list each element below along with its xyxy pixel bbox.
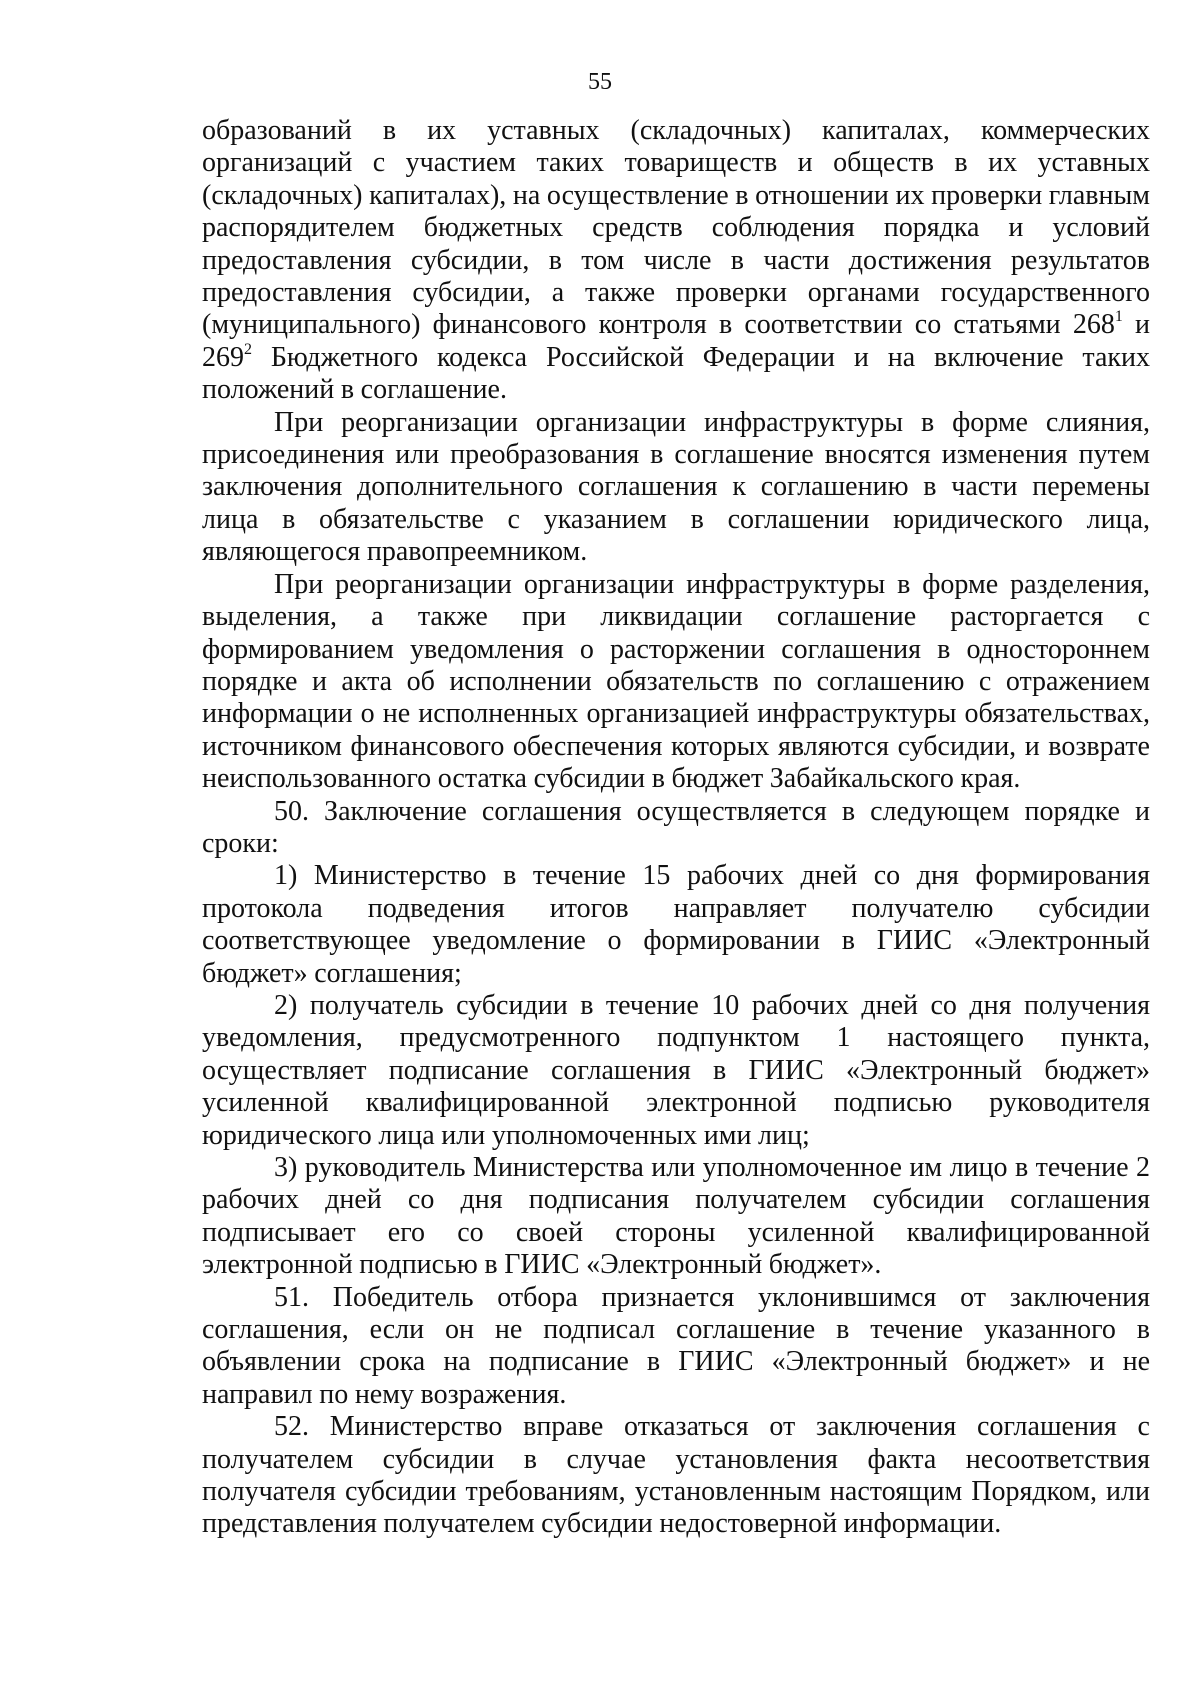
page-number: 55: [588, 69, 612, 95]
paragraph-item-51: 51. Победитель отбора признается уклонившимся от заключения соглашения, если он не подписал соглашение в течение указанного в объявлении срока на подписание в ГИИС «Электронный бюджет» и не направил по нему возражения.: [202, 1281, 1150, 1410]
superscript: 1: [1114, 308, 1123, 326]
document-body: [202, 115, 1150, 1541]
paragraph-item-50: 50. Заключение соглашения осуществляется в следующем порядке и сроки:: [202, 795, 1150, 859]
paragraph-reorganization-division: При реорганизации организации инфраструктуры в форме разделения, выделения, а также при ликвидации соглашение расторгается с формированием уведомления о расторжении соглашения в одностороннем порядке и акта об исполнении обязательств по соглашению с отражением информации о не исполненных организацией инфраструктуры обязательствах, источником финансового обеспечения которых являются субсидии, и возврате неиспользованного остатка субсидии в бюджет Забайкальского края.: [202, 568, 1150, 795]
paragraph-subitem-3: 3) руководитель Министерства или уполномоченное им лицо в течение 2 рабочих дней со дня подписания получателем субсидии соглашения подписывает его со своей стороны усиленной квалифицированной электронной подписью в ГИИС «Электронный бюджет».: [202, 1152, 1150, 1281]
paragraph-item-52: 52. Министерство вправе отказаться от заключения соглашения с получателем субсидии в случае установления факта несоответствия получателя субсидии требованиям, установленным настоящим Порядком, или представления получателем субсидии недостоверной информации.: [202, 1411, 1150, 1540]
paragraph-1-continuation: [202, 115, 1150, 407]
superscript: 2: [244, 340, 252, 358]
paragraph-subitem-2: 2) получатель субсидии в течение 10 рабочих дней со дня получения уведомления, предусмотренного подпунктом 1 настоящего пункта, осуществляет подписание соглашения в ГИИС «Электронный бюджет» усиленной квалифицированной электронной подписью руководителя юридического лица или уполномоченных ими лиц;: [202, 989, 1150, 1151]
paragraph-text: образований в их уставных (складочных) капиталах, коммерческих организаций с участием таких товариществ и обществ в их уставных (складочных) капиталах), на осуществление в отношении их проверки главным распорядителем бюджетных средств соблюдения порядка и условий предоставления субсидии, в том числе в части достижения результатов предоставления субсидии, а также проверки органами государственного (муниципального) финансового контроля в соответствии со статьями 268: [202, 115, 1150, 341]
paragraph-text: и 269: [202, 309, 1151, 373]
paragraph-reorganization-merger: При реорганизации организации инфраструктуры в форме слияния, присоединения или преобразования в соглашение вносятся изменения путем заключения дополнительного соглашения к соглашению в части перемены лица в обязательстве с указанием в соглашении юридического лица, являющегося правопреемником.: [202, 406, 1150, 568]
paragraph-subitem-1: 1) Министерство в течение 15 рабочих дней со дня формирования протокола подведения итогов направляет получателю субсидии соответствующее уведомление о формировании в ГИИС «Электронный бюджет» соглашения;: [202, 860, 1150, 989]
paragraph-text: Бюджетного кодекса Российской Федерации и на включение таких положений в соглашение.: [202, 341, 1150, 406]
